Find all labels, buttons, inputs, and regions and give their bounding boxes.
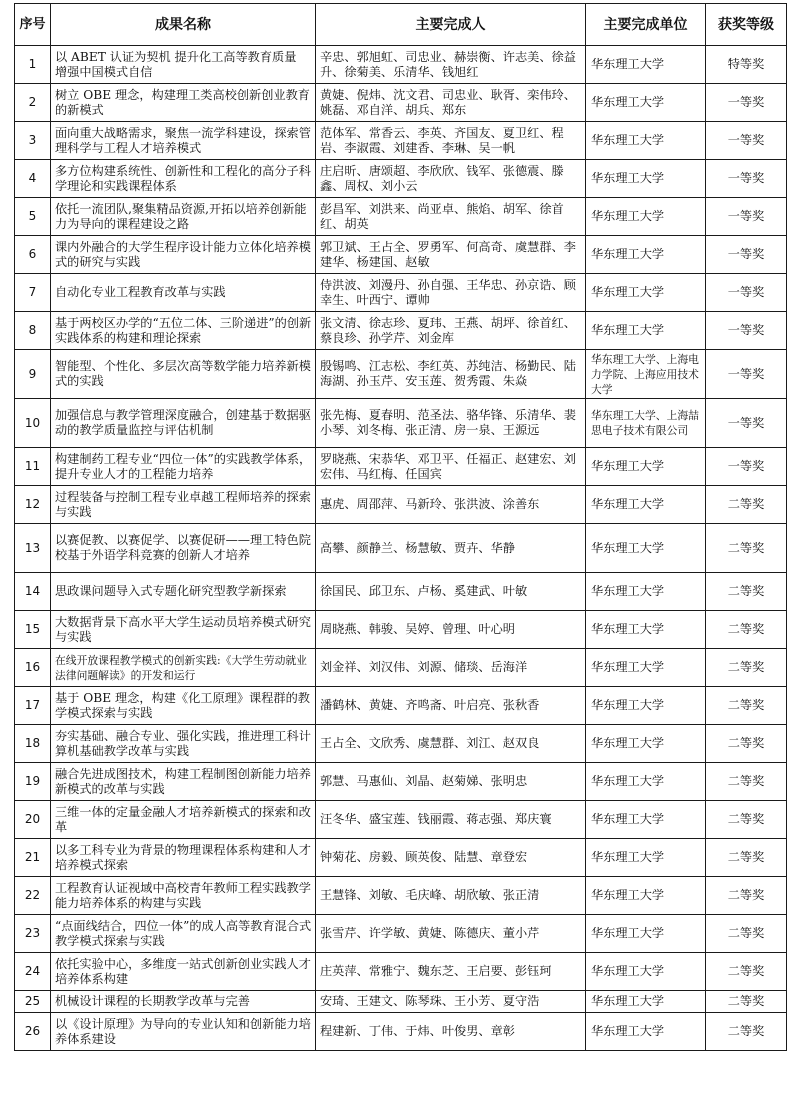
cell-people: 高攀、颜静兰、杨慧敏、贾卉、华静 (316, 524, 586, 573)
cell-no: 20 (15, 801, 51, 839)
cell-unit: 华东理工大学 (586, 524, 706, 573)
cell-no: 18 (15, 725, 51, 763)
cell-unit: 华东理工大学 (586, 953, 706, 991)
cell-unit: 华东理工大学 (586, 763, 706, 801)
cell-grade: 二等奖 (706, 877, 787, 915)
cell-people: 程建新、丁伟、于炜、叶俊男、章彰 (316, 1013, 586, 1051)
cell-unit: 华东理工大学 (586, 611, 706, 649)
table-row (15, 725, 787, 763)
cell-people: 张先梅、夏春明、范圣法、骆华锋、乐清华、裴小琴、刘冬梅、张正清、房一泉、王源远 (316, 399, 586, 448)
cell-no: 23 (15, 915, 51, 953)
cell-title: 基于 OBE 理念，构建《化工原理》课程群的教学模式探索与实践 (51, 687, 316, 725)
cell-grade: 二等奖 (706, 801, 787, 839)
cell-title: 依托实验中心，多维度一站式创新创业实践人才培养体系构建 (51, 953, 316, 991)
cell-no: 2 (15, 84, 51, 122)
cell-no: 7 (15, 274, 51, 312)
header-unit: 主要完成单位 (586, 4, 706, 46)
table-row (15, 953, 787, 991)
cell-unit: 华东理工大学 (586, 915, 706, 953)
table-row (15, 573, 787, 611)
cell-no: 22 (15, 877, 51, 915)
cell-no: 9 (15, 350, 51, 399)
cell-no: 26 (15, 1013, 51, 1051)
cell-people: 辛忠、郭旭虹、司忠业、赫崇衡、许志美、徐益升、徐菊美、乐清华、钱旭红 (316, 46, 586, 84)
table-body (15, 46, 787, 1051)
cell-title: 夯实基础、融合专业、强化实践，推进理工科计算机基础教学改革与实践 (51, 725, 316, 763)
cell-no: 13 (15, 524, 51, 573)
cell-people: 张文清、徐志珍、夏玮、王燕、胡坪、徐首红、蔡良珍、孙学芹、刘金库 (316, 312, 586, 350)
table-row (15, 160, 787, 198)
cell-unit: 华东理工大学 (586, 122, 706, 160)
table-row (15, 763, 787, 801)
header-people: 主要完成人 (316, 4, 586, 46)
cell-title: 机械设计课程的长期教学改革与完善 (51, 991, 316, 1013)
cell-no: 4 (15, 160, 51, 198)
cell-unit: 华东理工大学 (586, 1013, 706, 1051)
table-row (15, 46, 787, 84)
cell-unit: 华东理工大学 (586, 46, 706, 84)
table-row (15, 877, 787, 915)
cell-title: 融合先进成图技术，构建工程制图创新能力培养新模式的改革与实践 (51, 763, 316, 801)
cell-no: 3 (15, 122, 51, 160)
cell-unit: 华东理工大学 (586, 312, 706, 350)
cell-no: 12 (15, 486, 51, 524)
cell-no: 17 (15, 687, 51, 725)
table-row (15, 198, 787, 236)
cell-no: 10 (15, 399, 51, 448)
cell-unit: 华东理工大学 (586, 687, 706, 725)
cell-title: 三维一体的定量金融人才培养新模式的探索和改革 (51, 801, 316, 839)
cell-people: 惠虎、周邵萍、马新玲、张洪波、涂善东 (316, 486, 586, 524)
cell-unit: 华东理工大学 (586, 839, 706, 877)
cell-unit: 华东理工大学 (586, 160, 706, 198)
cell-grade: 一等奖 (706, 274, 787, 312)
cell-grade: 一等奖 (706, 84, 787, 122)
cell-no: 11 (15, 448, 51, 486)
cell-people: 钟菊花、房毅、顾英俊、陆慧、章登宏 (316, 839, 586, 877)
cell-unit: 华东理工大学 (586, 274, 706, 312)
table-row (15, 687, 787, 725)
cell-unit: 华东理工大学、上海电力学院、上海应用技术大学 (586, 350, 706, 399)
table-row (15, 649, 787, 687)
cell-grade: 二等奖 (706, 763, 787, 801)
cell-title: 工程教育认证视域中高校青年教师工程实践教学能力培养体系的构建与实践 (51, 877, 316, 915)
cell-grade: 二等奖 (706, 725, 787, 763)
cell-grade: 一等奖 (706, 122, 787, 160)
cell-grade: 二等奖 (706, 524, 787, 573)
cell-title: 自动化专业工程教育改革与实践 (51, 274, 316, 312)
cell-people: 安琦、王建文、陈琴珠、王小芳、夏守浩 (316, 991, 586, 1013)
cell-title: 加强信息与教学管理深度融合，创建基于数据驱动的教学质量监控与评估机制 (51, 399, 316, 448)
cell-grade: 二等奖 (706, 953, 787, 991)
cell-no: 24 (15, 953, 51, 991)
cell-people: 刘金祥、刘汉伟、刘源、储琰、岳海洋 (316, 649, 586, 687)
cell-grade: 一等奖 (706, 312, 787, 350)
cell-people: 黄婕、倪炜、沈文君、司忠业、耿胥、栾伟玲、姚磊、邓自洋、胡兵、郑东 (316, 84, 586, 122)
table-row (15, 991, 787, 1013)
cell-people: 张雪芹、许学敏、黄婕、陈德庆、董小芹 (316, 915, 586, 953)
cell-no: 6 (15, 236, 51, 274)
cell-title: 大数据背景下高水平大学生运动员培养模式研究与实践 (51, 611, 316, 649)
cell-people: 王慧锋、刘敏、毛庆峰、胡欣敏、张正清 (316, 877, 586, 915)
cell-unit: 华东理工大学 (586, 725, 706, 763)
cell-no: 15 (15, 611, 51, 649)
cell-grade: 一等奖 (706, 399, 787, 448)
cell-grade: 二等奖 (706, 915, 787, 953)
cell-title: 以《设计原理》为导向的专业认知和创新能力培养体系建设 (51, 1013, 316, 1051)
cell-unit: 华东理工大学 (586, 486, 706, 524)
cell-title: 过程装备与控制工程专业卓越工程师培养的探索与实践 (51, 486, 316, 524)
cell-people: 侍洪波、刘漫丹、孙自强、王华忠、孙京诰、顾幸生、叶西宁、谭帅 (316, 274, 586, 312)
cell-grade: 一等奖 (706, 160, 787, 198)
cell-title: 依托一流团队,聚集精品资源,开拓以培养创新能力为导向的课程建设之路 (51, 198, 316, 236)
cell-people: 庄启昕、唐颂超、李欣欣、钱军、张德震、滕鑫、周权、刘小云 (316, 160, 586, 198)
cell-grade: 一等奖 (706, 448, 787, 486)
cell-title: 基于两校区办学的“五位二体、三阶递进”的创新实践体系的构建和理论探索 (51, 312, 316, 350)
cell-no: 16 (15, 649, 51, 687)
header-grade: 获奖等级 (706, 4, 787, 46)
cell-people: 庄英萍、常雅宁、魏东芝、王启要、彭钰珂 (316, 953, 586, 991)
cell-unit: 华东理工大学 (586, 801, 706, 839)
cell-grade: 一等奖 (706, 198, 787, 236)
cell-title: 课内外融合的大学生程序设计能力立体化培养模式的研究与实践 (51, 236, 316, 274)
cell-unit: 华东理工大学、上海喆思电子技术有限公司 (586, 399, 706, 448)
cell-title: 多方位构建系统性、创新性和工程化的高分子科学理论和实践课程体系 (51, 160, 316, 198)
table-row (15, 274, 787, 312)
cell-grade: 二等奖 (706, 573, 787, 611)
cell-unit: 华东理工大学 (586, 198, 706, 236)
cell-people: 汪冬华、盛宝莲、钱丽霞、蒋志强、郑庆寰 (316, 801, 586, 839)
cell-title: 构建制药工程专业“四位一体”的实践教学体系，提升专业人才的工程能力培养 (51, 448, 316, 486)
cell-grade: 二等奖 (706, 649, 787, 687)
cell-no: 25 (15, 991, 51, 1013)
cell-people: 潘鹤林、黄婕、齐鸣斋、叶启亮、张秋香 (316, 687, 586, 725)
table-row (15, 122, 787, 160)
header-title: 成果名称 (51, 4, 316, 46)
cell-grade: 一等奖 (706, 350, 787, 399)
cell-no: 5 (15, 198, 51, 236)
cell-grade: 特等奖 (706, 46, 787, 84)
award-table (14, 3, 787, 1051)
cell-grade: 二等奖 (706, 611, 787, 649)
cell-people: 殷锡鸣、江志松、李红英、苏纯洁、杨勤民、陆海湖、孙玉芹、安玉莲、贺秀霞、朱焱 (316, 350, 586, 399)
cell-title: 以 ABET 认证为契机 提升化工高等教育质量 增强中国模式自信 (51, 46, 316, 84)
table-row (15, 399, 787, 448)
table-row (15, 801, 787, 839)
cell-people: 范体军、常香云、李英、齐国友、夏卫红、程岩、李淑霞、刘建香、李琳、吴一帆 (316, 122, 586, 160)
cell-no: 1 (15, 46, 51, 84)
table-row (15, 236, 787, 274)
cell-people: 徐国民、邱卫东、卢杨、奚建武、叶敏 (316, 573, 586, 611)
table-row (15, 611, 787, 649)
cell-unit: 华东理工大学 (586, 573, 706, 611)
cell-people: 罗晓燕、宋恭华、邓卫平、任福正、赵建宏、刘宏伟、马红梅、任国宾 (316, 448, 586, 486)
cell-title: 以多工科专业为背景的物理课程体系构建和人才培养模式探索 (51, 839, 316, 877)
cell-people: 郭卫斌、王占全、罗勇军、何高奇、虞慧群、李建华、杨建国、赵敏 (316, 236, 586, 274)
cell-no: 19 (15, 763, 51, 801)
cell-no: 21 (15, 839, 51, 877)
cell-unit: 华东理工大学 (586, 649, 706, 687)
cell-no: 14 (15, 573, 51, 611)
cell-people: 王占全、文欣秀、虞慧群、刘江、赵双良 (316, 725, 586, 763)
cell-grade: 一等奖 (706, 236, 787, 274)
cell-unit: 华东理工大学 (586, 877, 706, 915)
table-row (15, 312, 787, 350)
cell-people: 彭昌军、刘洪来、尚亚卓、熊焰、胡军、徐首红、胡英 (316, 198, 586, 236)
cell-title: 在线开放课程教学模式的创新实践:《大学生劳动就业法律问题解读》的开发和运行 (51, 649, 316, 687)
cell-unit: 华东理工大学 (586, 448, 706, 486)
cell-people: 郭慧、马惠仙、刘晶、赵菊娣、张明忠 (316, 763, 586, 801)
table-row (15, 84, 787, 122)
header-no: 序号 (15, 4, 51, 46)
header-row (15, 4, 787, 46)
cell-grade: 二等奖 (706, 839, 787, 877)
table-row (15, 486, 787, 524)
cell-grade: 二等奖 (706, 1013, 787, 1051)
cell-unit: 华东理工大学 (586, 84, 706, 122)
table-row (15, 350, 787, 399)
table-row (15, 524, 787, 573)
cell-title: 面向重大战略需求，聚焦一流学科建设，探索管理科学与工程人才培养模式 (51, 122, 316, 160)
cell-grade: 二等奖 (706, 991, 787, 1013)
cell-no: 8 (15, 312, 51, 350)
award-document (14, 3, 786, 1051)
cell-grade: 二等奖 (706, 486, 787, 524)
table-row (15, 1013, 787, 1051)
cell-unit: 华东理工大学 (586, 236, 706, 274)
cell-title: “点面线结合，四位一体”的成人高等教育混合式教学模式探索与实践 (51, 915, 316, 953)
cell-grade: 二等奖 (706, 687, 787, 725)
cell-unit: 华东理工大学 (586, 991, 706, 1013)
table-row (15, 915, 787, 953)
cell-title: 智能型、个性化、多层次高等数学能力培养新模式的实践 (51, 350, 316, 399)
cell-title: 以赛促教、以赛促学、以赛促研——理工特色院校基于外语学科竞赛的创新人才培养 (51, 524, 316, 573)
cell-title: 思政课问题导入式专题化研究型教学新探索 (51, 573, 316, 611)
table-row (15, 839, 787, 877)
cell-people: 周晓燕、韩骏、吴婷、曾理、叶心明 (316, 611, 586, 649)
cell-title: 树立 OBE 理念，构建理工类高校创新创业教育的新模式 (51, 84, 316, 122)
table-row (15, 448, 787, 486)
